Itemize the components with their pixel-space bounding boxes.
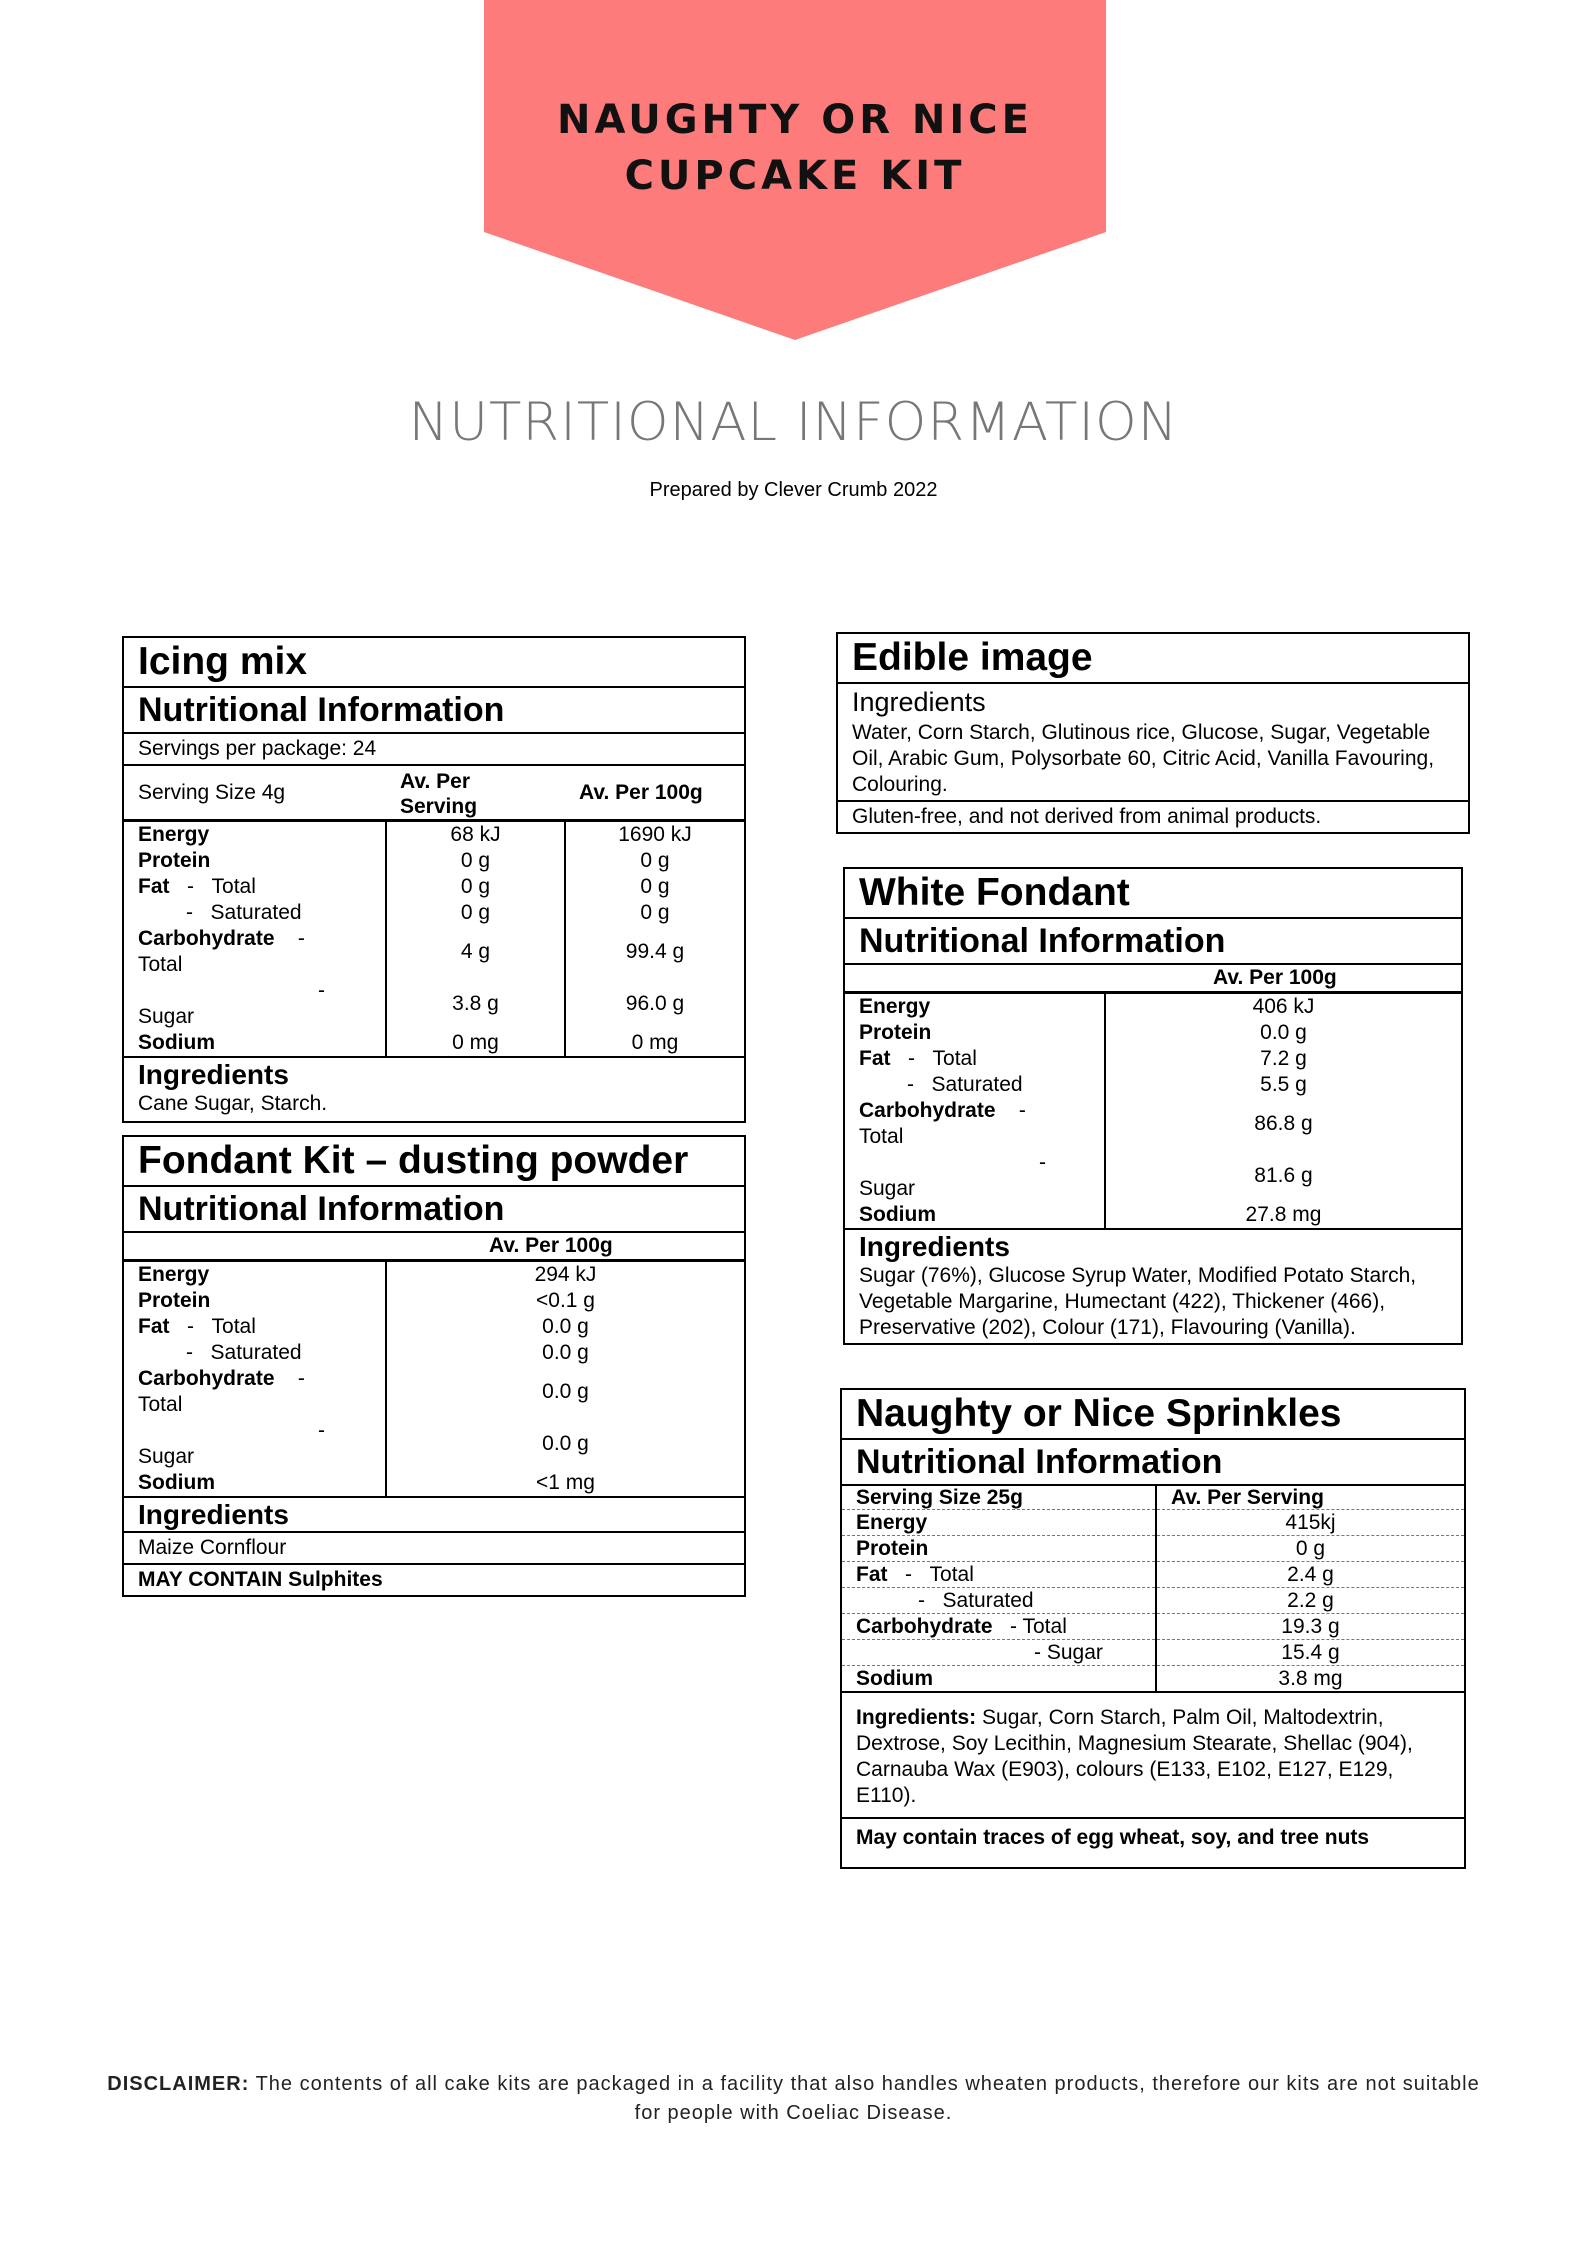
row-label: - Sugar — [138, 1419, 325, 1468]
icing-mix-servings: Servings per package: 24 — [124, 734, 744, 766]
row-label: - Saturated — [186, 1341, 302, 1364]
value-cell: 0.0 g — [386, 1314, 744, 1340]
sprinkles-ingredients — [842, 1693, 1464, 1819]
sprinkles-panel — [840, 1388, 1466, 1869]
row-label: Sodium — [138, 1471, 215, 1494]
table-row — [124, 1288, 744, 1314]
value-cell: 0 g — [386, 900, 565, 926]
row-label: Energy — [859, 995, 931, 1018]
col-per-serving-header: Av. Per Serving — [1156, 1486, 1464, 1510]
fondant-kit-warning: MAY CONTAIN Sulphites — [138, 1568, 383, 1591]
col-per-serving-header: Av. Per Serving — [386, 766, 565, 821]
table-header-row — [124, 1233, 744, 1261]
white-fondant-ingredients — [845, 1230, 1461, 1343]
banner-title — [484, 92, 1106, 204]
ingredients-text: Water, Corn Starch, Glutinous rice, Glucose, Sugar, Vegetable Oil, Arabic Gum, Polysorbate 60, Citric Acid, Vanilla Favouring, Colouring. — [852, 721, 1435, 796]
table-row — [124, 848, 744, 874]
white-fondant-panel — [843, 867, 1463, 1345]
value-cell: <1 mg — [386, 1470, 744, 1496]
banner — [484, 0, 1106, 340]
table-row — [842, 1666, 1464, 1692]
icing-mix-table-section — [124, 766, 744, 1058]
table-row — [842, 1536, 1464, 1562]
row-label: Sodium — [138, 1031, 215, 1054]
table-row — [845, 1098, 1461, 1150]
row-label: - Sugar — [859, 1151, 1046, 1200]
fondant-kit-panel — [122, 1135, 746, 1597]
table-row — [845, 1150, 1461, 1202]
row-label: Energy — [138, 823, 210, 846]
col-per-100g-header: Av. Per 100g — [1105, 965, 1461, 993]
table-row — [124, 926, 744, 978]
edible-image-note: Gluten-free, and not derived from animal products. — [852, 805, 1322, 828]
value-cell: 3.8 mg — [1156, 1666, 1464, 1692]
ingredients-text: Sugar (76%), Glucose Syrup Water, Modified Potato Starch, Vegetable Margarine, Humectant (422), Thickener (466), Preservative (202), Colour (171), Flavouring (Vanilla). — [859, 1264, 1417, 1339]
ingredients-heading: Ingredients — [852, 687, 986, 717]
row-label: - Sugar — [842, 1640, 1156, 1666]
value-cell: 81.6 g — [1105, 1150, 1461, 1202]
table-row — [842, 1588, 1464, 1614]
table-row — [842, 1640, 1464, 1666]
white-fondant-subtitle: Nutritional Information — [845, 919, 1461, 965]
value-cell: 415kj — [1156, 1510, 1464, 1536]
row-label: Fat - Total — [842, 1562, 1156, 1588]
fondant-kit-table — [124, 1233, 744, 1496]
value-cell: 406 kJ — [1105, 993, 1461, 1021]
white-fondant-table-section — [845, 965, 1461, 1230]
value-cell: 0 g — [386, 874, 565, 900]
banner-title-line2: CUPCAKE KIT — [624, 153, 966, 199]
table-row — [124, 1470, 744, 1496]
value-cell: 2.4 g — [1156, 1562, 1464, 1588]
value-cell: 5.5 g — [1105, 1072, 1461, 1098]
table-row — [845, 1046, 1461, 1072]
row-label: Energy — [138, 1263, 210, 1286]
table-row — [845, 1072, 1461, 1098]
value-cell: 0.0 g — [386, 1340, 744, 1366]
row-label: Protein — [138, 849, 211, 872]
row-label: - Sugar — [138, 979, 325, 1028]
value-cell: 0 g — [565, 874, 744, 900]
ingredients-heading: Ingredients — [138, 1059, 289, 1090]
value-cell: 86.8 g — [1105, 1098, 1461, 1150]
sprinkles-warning: May contain traces of egg wheat, soy, and tree nuts — [856, 1826, 1370, 1849]
value-cell: 0 g — [386, 848, 565, 874]
row-label: Protein — [842, 1536, 1156, 1562]
fondant-kit-subtitle: Nutritional Information — [124, 1187, 744, 1233]
row-label: Protein — [138, 1289, 211, 1312]
page-subtitle: Prepared by Clever Crumb 2022 — [649, 479, 938, 501]
fondant-kit-title: Fondant Kit – dusting powder — [124, 1137, 744, 1187]
value-cell: 68 kJ — [386, 821, 565, 849]
fondant-kit-ingredients-heading: Ingredients — [124, 1498, 744, 1533]
icing-mix-panel — [122, 636, 746, 1123]
row-label: - Saturated — [907, 1073, 1023, 1096]
edible-image-title: Edible image — [838, 634, 1468, 684]
edible-image-panel — [836, 632, 1470, 834]
sprinkles-title: Naughty or Nice Sprinkles — [842, 1390, 1464, 1440]
value-cell: 7.2 g — [1105, 1046, 1461, 1072]
table-row — [124, 821, 744, 849]
row-label: Carbohydrate - Total — [138, 927, 305, 976]
value-cell: 0.0 g — [386, 1366, 744, 1418]
table-row — [842, 1562, 1464, 1588]
serving-size-label: Serving Size 25g — [842, 1486, 1156, 1510]
banner-title-line1: NAUGHTY OR NICE — [557, 97, 1033, 143]
row-label: Sodium — [859, 1203, 936, 1226]
sprinkles-table — [842, 1486, 1464, 1691]
icing-mix-table — [124, 766, 744, 1056]
table-row — [845, 993, 1461, 1021]
value-cell: 294 kJ — [386, 1261, 744, 1289]
table-row — [845, 1020, 1461, 1046]
row-label: Carbohydrate - Total — [859, 1099, 1026, 1148]
disclaimer-text: The contents of all cake kits are packaged in a facility that also handles wheaten products, therefore our kits are not suitable for people with Coeliac Disease. — [255, 2073, 1480, 2124]
sprinkles-table-section — [842, 1486, 1464, 1693]
value-cell: 2.2 g — [1156, 1588, 1464, 1614]
edible-image-ingredients — [838, 684, 1468, 802]
ingredients-heading: Ingredients — [859, 1231, 1010, 1262]
white-fondant-table — [845, 965, 1461, 1228]
table-row — [845, 1202, 1461, 1228]
value-cell: 1690 kJ — [565, 821, 744, 849]
value-cell: 0.0 g — [1105, 1020, 1461, 1046]
row-label: Energy — [842, 1510, 1156, 1536]
value-cell: <0.1 g — [386, 1288, 744, 1314]
icing-mix-subtitle: Nutritional Information — [124, 688, 744, 734]
icing-mix-title: Icing mix — [124, 638, 744, 688]
value-cell: 96.0 g — [565, 978, 744, 1030]
row-label: Carbohydrate - Total — [842, 1614, 1156, 1640]
disclaimer-label: DISCLAIMER: — [107, 2073, 250, 2095]
table-row — [124, 1030, 744, 1056]
white-fondant-title: White Fondant — [845, 869, 1461, 919]
table-row — [842, 1510, 1464, 1536]
col-per-100g-header: Av. Per 100g — [386, 1233, 744, 1261]
value-cell: 0 mg — [386, 1030, 565, 1056]
row-label: Fat - Total — [138, 1315, 256, 1338]
sprinkles-subtitle: Nutritional Information — [842, 1440, 1464, 1486]
table-header-row — [124, 766, 744, 821]
value-cell: 3.8 g — [386, 978, 565, 1030]
table-row — [124, 1366, 744, 1418]
value-cell: 0 g — [565, 900, 744, 926]
row-label: Carbohydrate - Total — [138, 1367, 305, 1416]
value-cell: 4 g — [386, 926, 565, 978]
ingredients-label: Ingredients: — [856, 1706, 977, 1729]
col-per-100g-header: Av. Per 100g — [565, 766, 744, 821]
table-header-row — [842, 1486, 1464, 1510]
row-label: - Saturated — [842, 1588, 1156, 1614]
value-cell: 15.4 g — [1156, 1640, 1464, 1666]
value-cell: 27.8 mg — [1105, 1202, 1461, 1228]
ingredients-text: Cane Sugar, Starch. — [138, 1092, 328, 1115]
fondant-kit-ingredients-text: Maize Cornflour — [124, 1533, 744, 1565]
value-cell: 0 g — [1156, 1536, 1464, 1562]
table-row — [124, 978, 744, 1030]
table-row — [124, 874, 744, 900]
fondant-kit-table-section — [124, 1233, 744, 1498]
ingredients-text: Sugar, Corn Starch, Palm Oil, Maltodextrin, Dextrose, Soy Lecithin, Magnesium Stearate, Shellac (904), Carnauba Wax (E903), colours (E133, E102, E127, E129, E110). — [856, 1706, 1413, 1807]
value-cell: 99.4 g — [565, 926, 744, 978]
table-row — [124, 1418, 744, 1470]
row-label: Protein — [859, 1021, 932, 1044]
table-row — [124, 1314, 744, 1340]
value-cell: 0.0 g — [386, 1418, 744, 1470]
row-label: Sodium — [856, 1667, 933, 1690]
table-header-row — [845, 965, 1461, 993]
icing-mix-ingredients — [124, 1058, 744, 1121]
table-row — [124, 1261, 744, 1289]
row-label: Fat - Total — [138, 875, 256, 898]
page-title: NUTRITIONAL INFORMATION — [408, 392, 1179, 453]
serving-size-label: Serving Size 4g — [124, 766, 386, 821]
table-row — [124, 1340, 744, 1366]
disclaimer — [100, 2070, 1487, 2128]
row-label: - Saturated — [186, 901, 302, 924]
table-row — [842, 1614, 1464, 1640]
value-cell: 19.3 g — [1156, 1614, 1464, 1640]
row-label: Fat - Total — [859, 1047, 977, 1070]
value-cell: 0 mg — [565, 1030, 744, 1056]
table-row — [124, 900, 744, 926]
value-cell: 0 g — [565, 848, 744, 874]
